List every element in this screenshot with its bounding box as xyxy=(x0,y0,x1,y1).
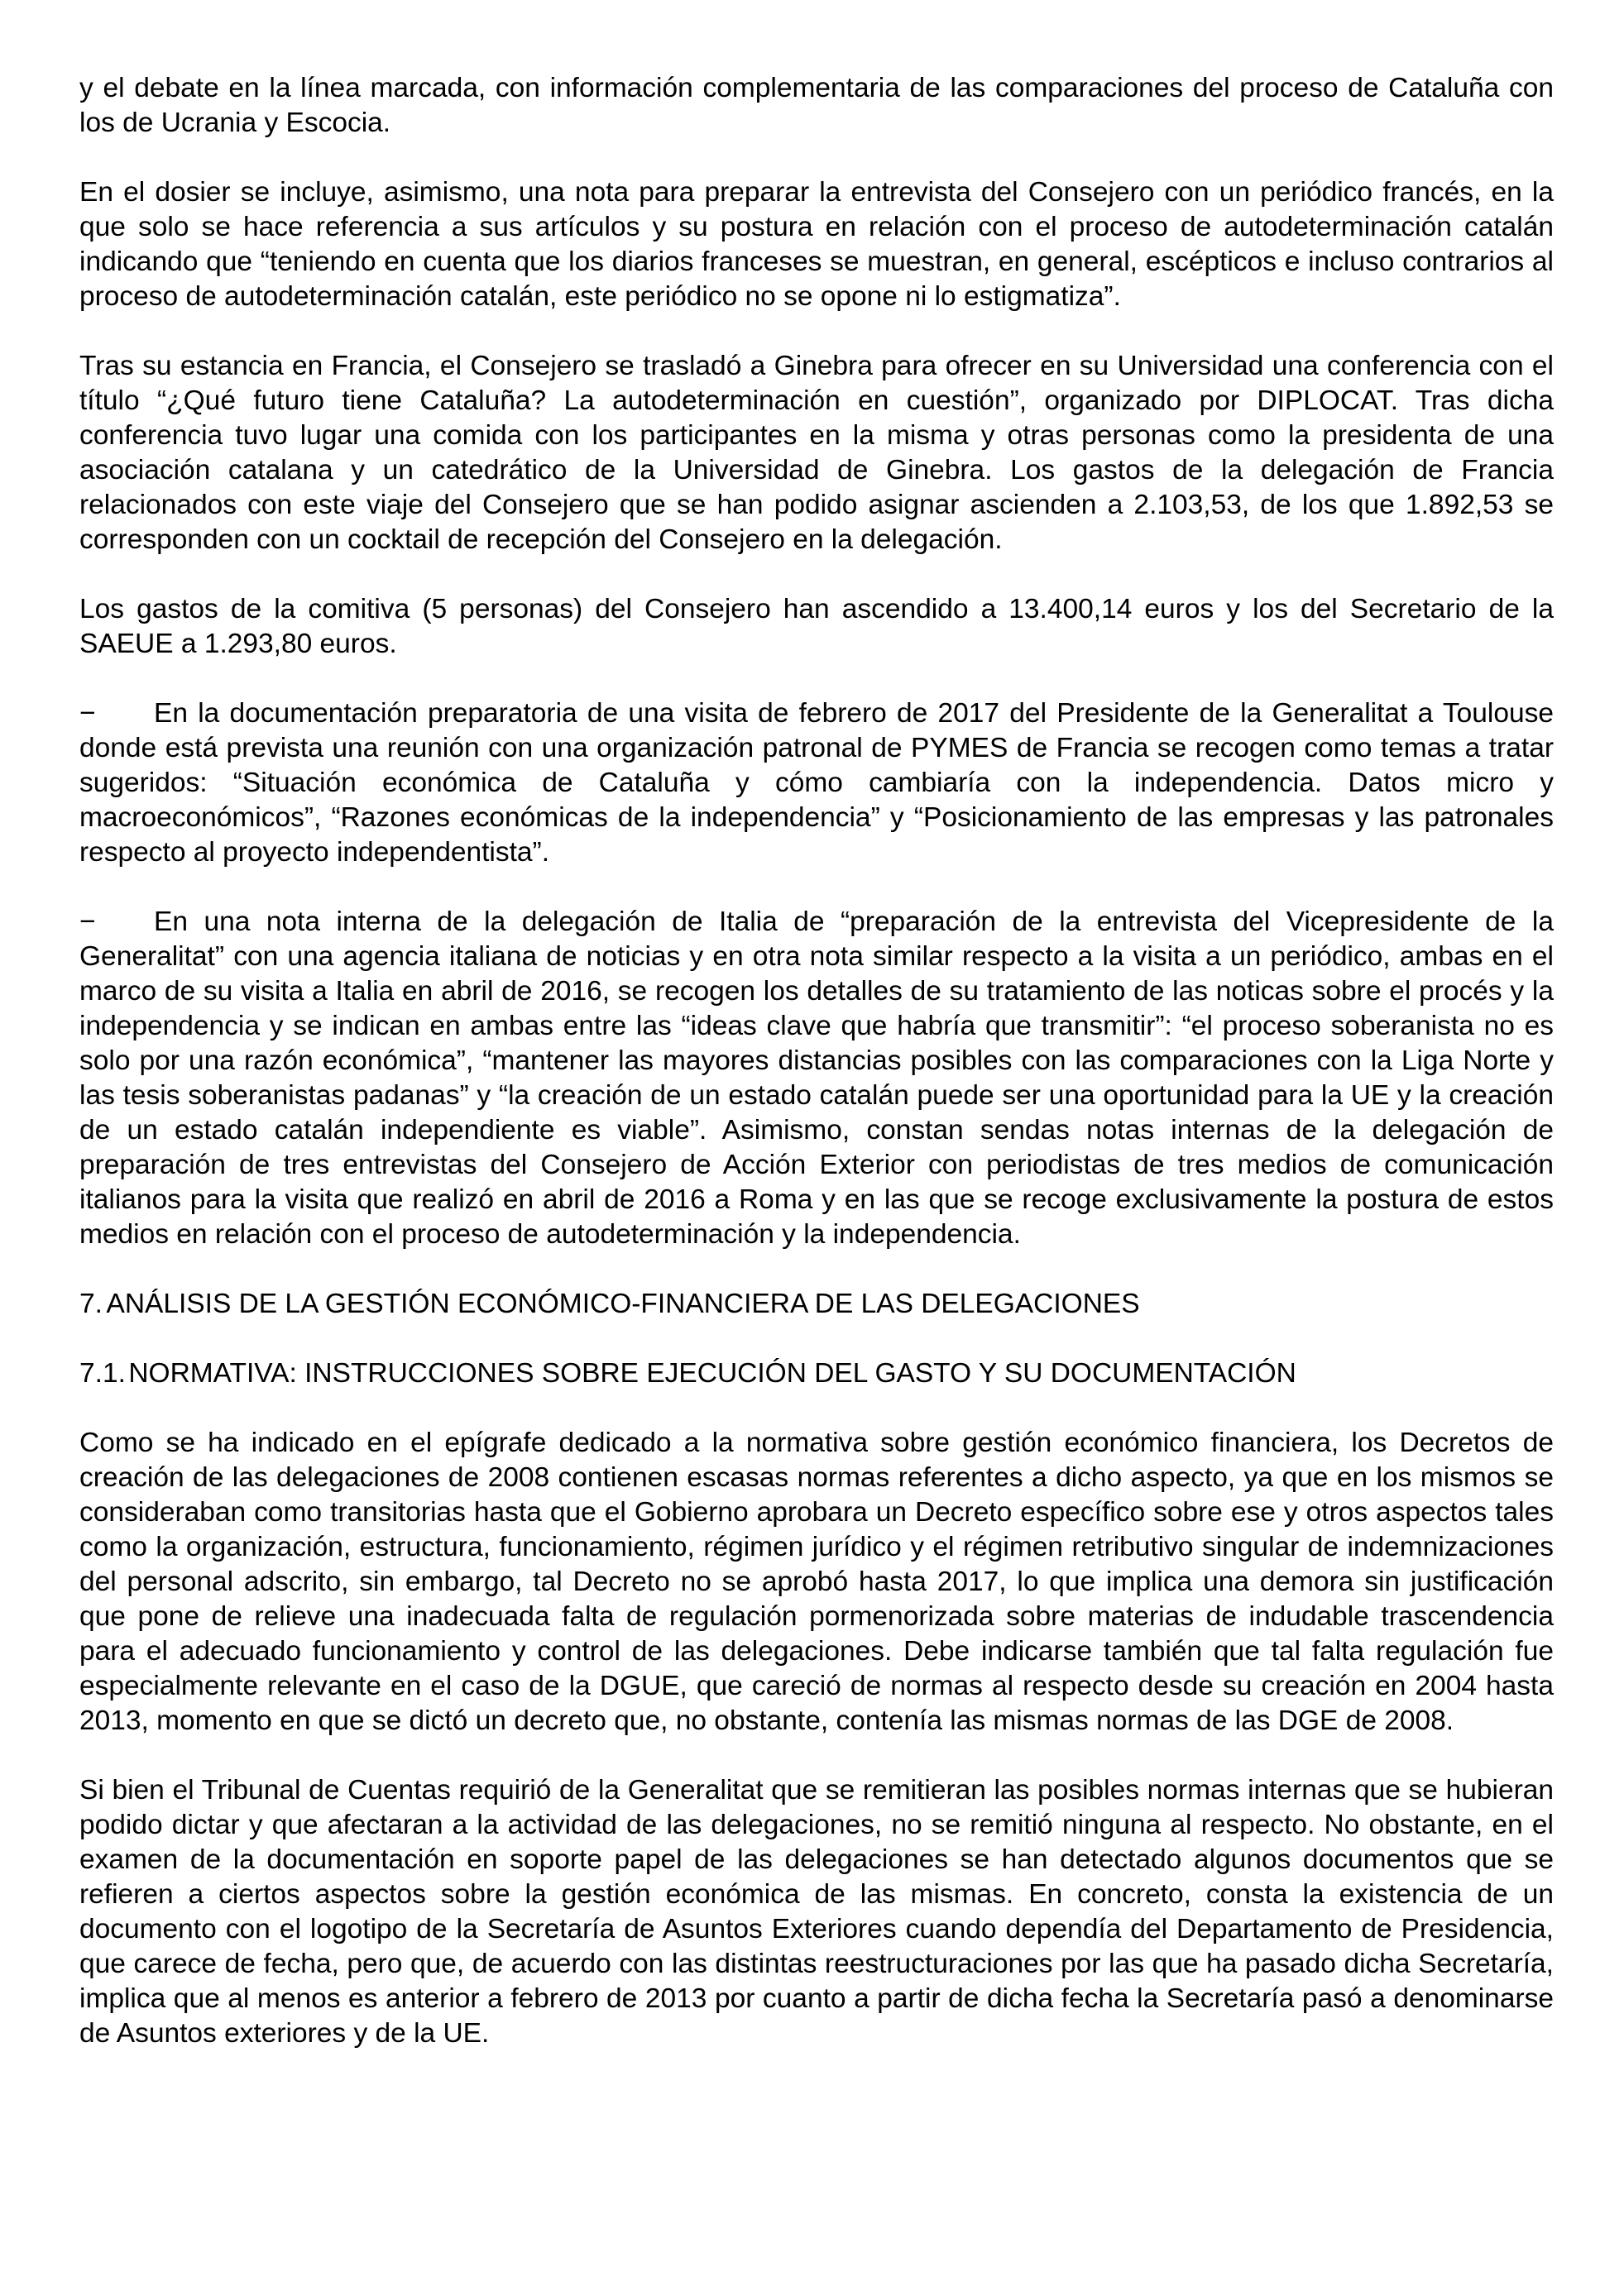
paragraph-tribunal-request: Si bien el Tribunal de Cuentas requirió de la Generalitat que se remitieran las posibles normas internas que se hubieran podido dictar y que afectaran a la actividad de las delegaciones, no se remitió ninguna al respecto. No obstante, en el examen de la documentación en soporte papel de las delegaciones se han detectado algunos documentos que se refieren a ciertos aspectos sobre la gestión económica de las mismas. En concreto, consta la existencia de un documento con el logotipo de la Secretaría de Asuntos Exteriores cuando dependía del Departamento de Presidencia, que carece de fecha, pero que, de acuerdo con las distintas reestructuraciones por las que ha pasado dicha Secretaría, implica que al menos es anterior a febrero de 2013 por cuanto a partir de dicha fecha la Secretaría pasó a denominarse de Asuntos exteriores y de la UE. xyxy=(79,1775,1554,2049)
bullet-item-italy-note xyxy=(79,905,1554,1252)
dash-bullet-icon: − xyxy=(79,698,96,729)
section-title: ANÁLISIS DE LA GESTIÓN ECONÓMICO-FINANCIERA DE LAS DELEGACIONES xyxy=(106,1289,1140,1319)
paragraph-decrees-regulation: Como se ha indicado en el epígrafe dedicado a la normativa sobre gestión económico financiera, los Decretos de creación de las delegaciones de 2008 contienen escasas normas referentes a dicho aspecto, ya que en los mismos se consideraban como transitorias hasta que el Gobierno aprobara un Decreto específico sobre ese y otros aspectos tales como la organización, estructura, funcionamiento, régimen jurídico y el régimen retributivo singular de indemnizaciones del personal adscrito, sin embargo, tal Decreto no se aprobó hasta 2017, lo que implica una demora sin justificación que pone de relieve una inadecuada falta de regulación pormenorizada sobre materias de indudable trascendencia para el adecuado funcionamiento y control de las delegaciones. Debe indicarse también que tal falta regulación fue especialmente relevante en el caso de la DGUE, que careció de normas al respecto desde su creación en 2004 hasta 2013, momento en que se dictó un decreto que, no obstante, contenía las mismas normas de las DGE de 2008. xyxy=(79,1428,1554,1736)
section-heading-7 xyxy=(79,1287,1554,1322)
paragraph-entourage-expenses: Los gastos de la comitiva (5 personas) del Consejero han ascendido a 13.400,14 euros y los del Secretario de la SAEUE a 1.293,80 euros. xyxy=(79,594,1554,659)
dash-bullet-icon: − xyxy=(79,906,96,937)
bullet-text: En una nota interna de la delegación de Italia de “preparación de la entrevista del Vicepresidente de la Generalitat” con una agencia italiana de noticias y en otra nota similar respecto a la visita a un periódico, ambas en el marco de su visita a Italia en abril de 2016, se recogen los detalles de su tratamiento de las noticas sobre el procés y la independencia y se indican en ambas entre las “ideas clave que habría que transmitir”: “el proceso soberanista no es solo por una razón económica”, “mantener las mayores distancias posibles con las comparaciones con la Liga Norte y las tesis soberanistas padanas” y “la creación de un estado catalán puede ser una oportunidad para la UE y la creación de un estado catalán independiente es viable”. Asimismo, constan sendas notas internas de la delegación de preparación de tres entrevistas del Consejero de Acción Exterior con periodistas de tres medios de comunicación italianos para la visita que realizó en abril de 2016 a Roma y en las que se recoge exclusivamente la postura de estos medios en relación con el proceso de autodeterminación y la independencia. xyxy=(79,906,1554,1250)
paragraph-geneva-conference: Tras su estancia en Francia, el Consejero se trasladó a Ginebra para ofrecer en su Universidad una conferencia con el título “¿Qué futuro tiene Cataluña? La autodeterminación en cuestión”, organizado por DIPLOCAT. Tras dicha conferencia tuvo lugar una comida con los participantes en la misma y otras personas como la presidenta de una asociación catalana y un catedrático de la Universidad de Ginebra. Los gastos de la delegación de Francia relacionados con este viaje del Consejero que se han podido asignar ascienden a 2.103,53, de los que 1.892,53 se corresponden con un cocktail de recepción del Consejero en la delegación. xyxy=(79,351,1554,555)
document-page xyxy=(79,71,1554,2051)
section-heading-7-1 xyxy=(79,1356,1554,1391)
paragraph-dossier-french-newspaper: En el dosier se incluye, asimismo, una nota para preparar la entrevista del Consejero con un periódico francés, en la que solo se hace referencia a sus artículos y su postura en relación con el proceso de autodeterminación catalán indicando que “teniendo en cuenta que los diarios franceses se muestran, en general, escépticos e incluso contrarios al proceso de autodeterminación catalán, este periódico no se opone ni lo estigmatiza”. xyxy=(79,177,1554,312)
paragraph-debate-continuation: y el debate en la línea marcada, con información complementaria de las comparaciones del proceso de Cataluña con los de Ucrania y Escocia. xyxy=(79,73,1554,138)
section-number: 7.1. xyxy=(79,1358,126,1389)
bullet-item-toulouse-visit xyxy=(79,696,1554,870)
bullet-text: En la documentación preparatoria de una visita de febrero de 2017 del Presidente de la Generalitat a Toulouse donde está prevista una reunión con una organización patronal de PYMES de Francia se recogen como temas a tratar sugeridos: “Situación económica de Cataluña y cómo cambiaría con la independencia. Datos micro y macroeconómicos”, “Razones económicas de la independencia” y “Posicionamiento de las empresas y las patronales respecto al proyecto independentista”. xyxy=(79,698,1554,868)
section-title: NORMATIVA: INSTRUCCIONES SOBRE EJECUCIÓN DEL GASTO Y SU DOCUMENTACIÓN xyxy=(128,1358,1296,1389)
section-number: 7. xyxy=(79,1289,103,1319)
